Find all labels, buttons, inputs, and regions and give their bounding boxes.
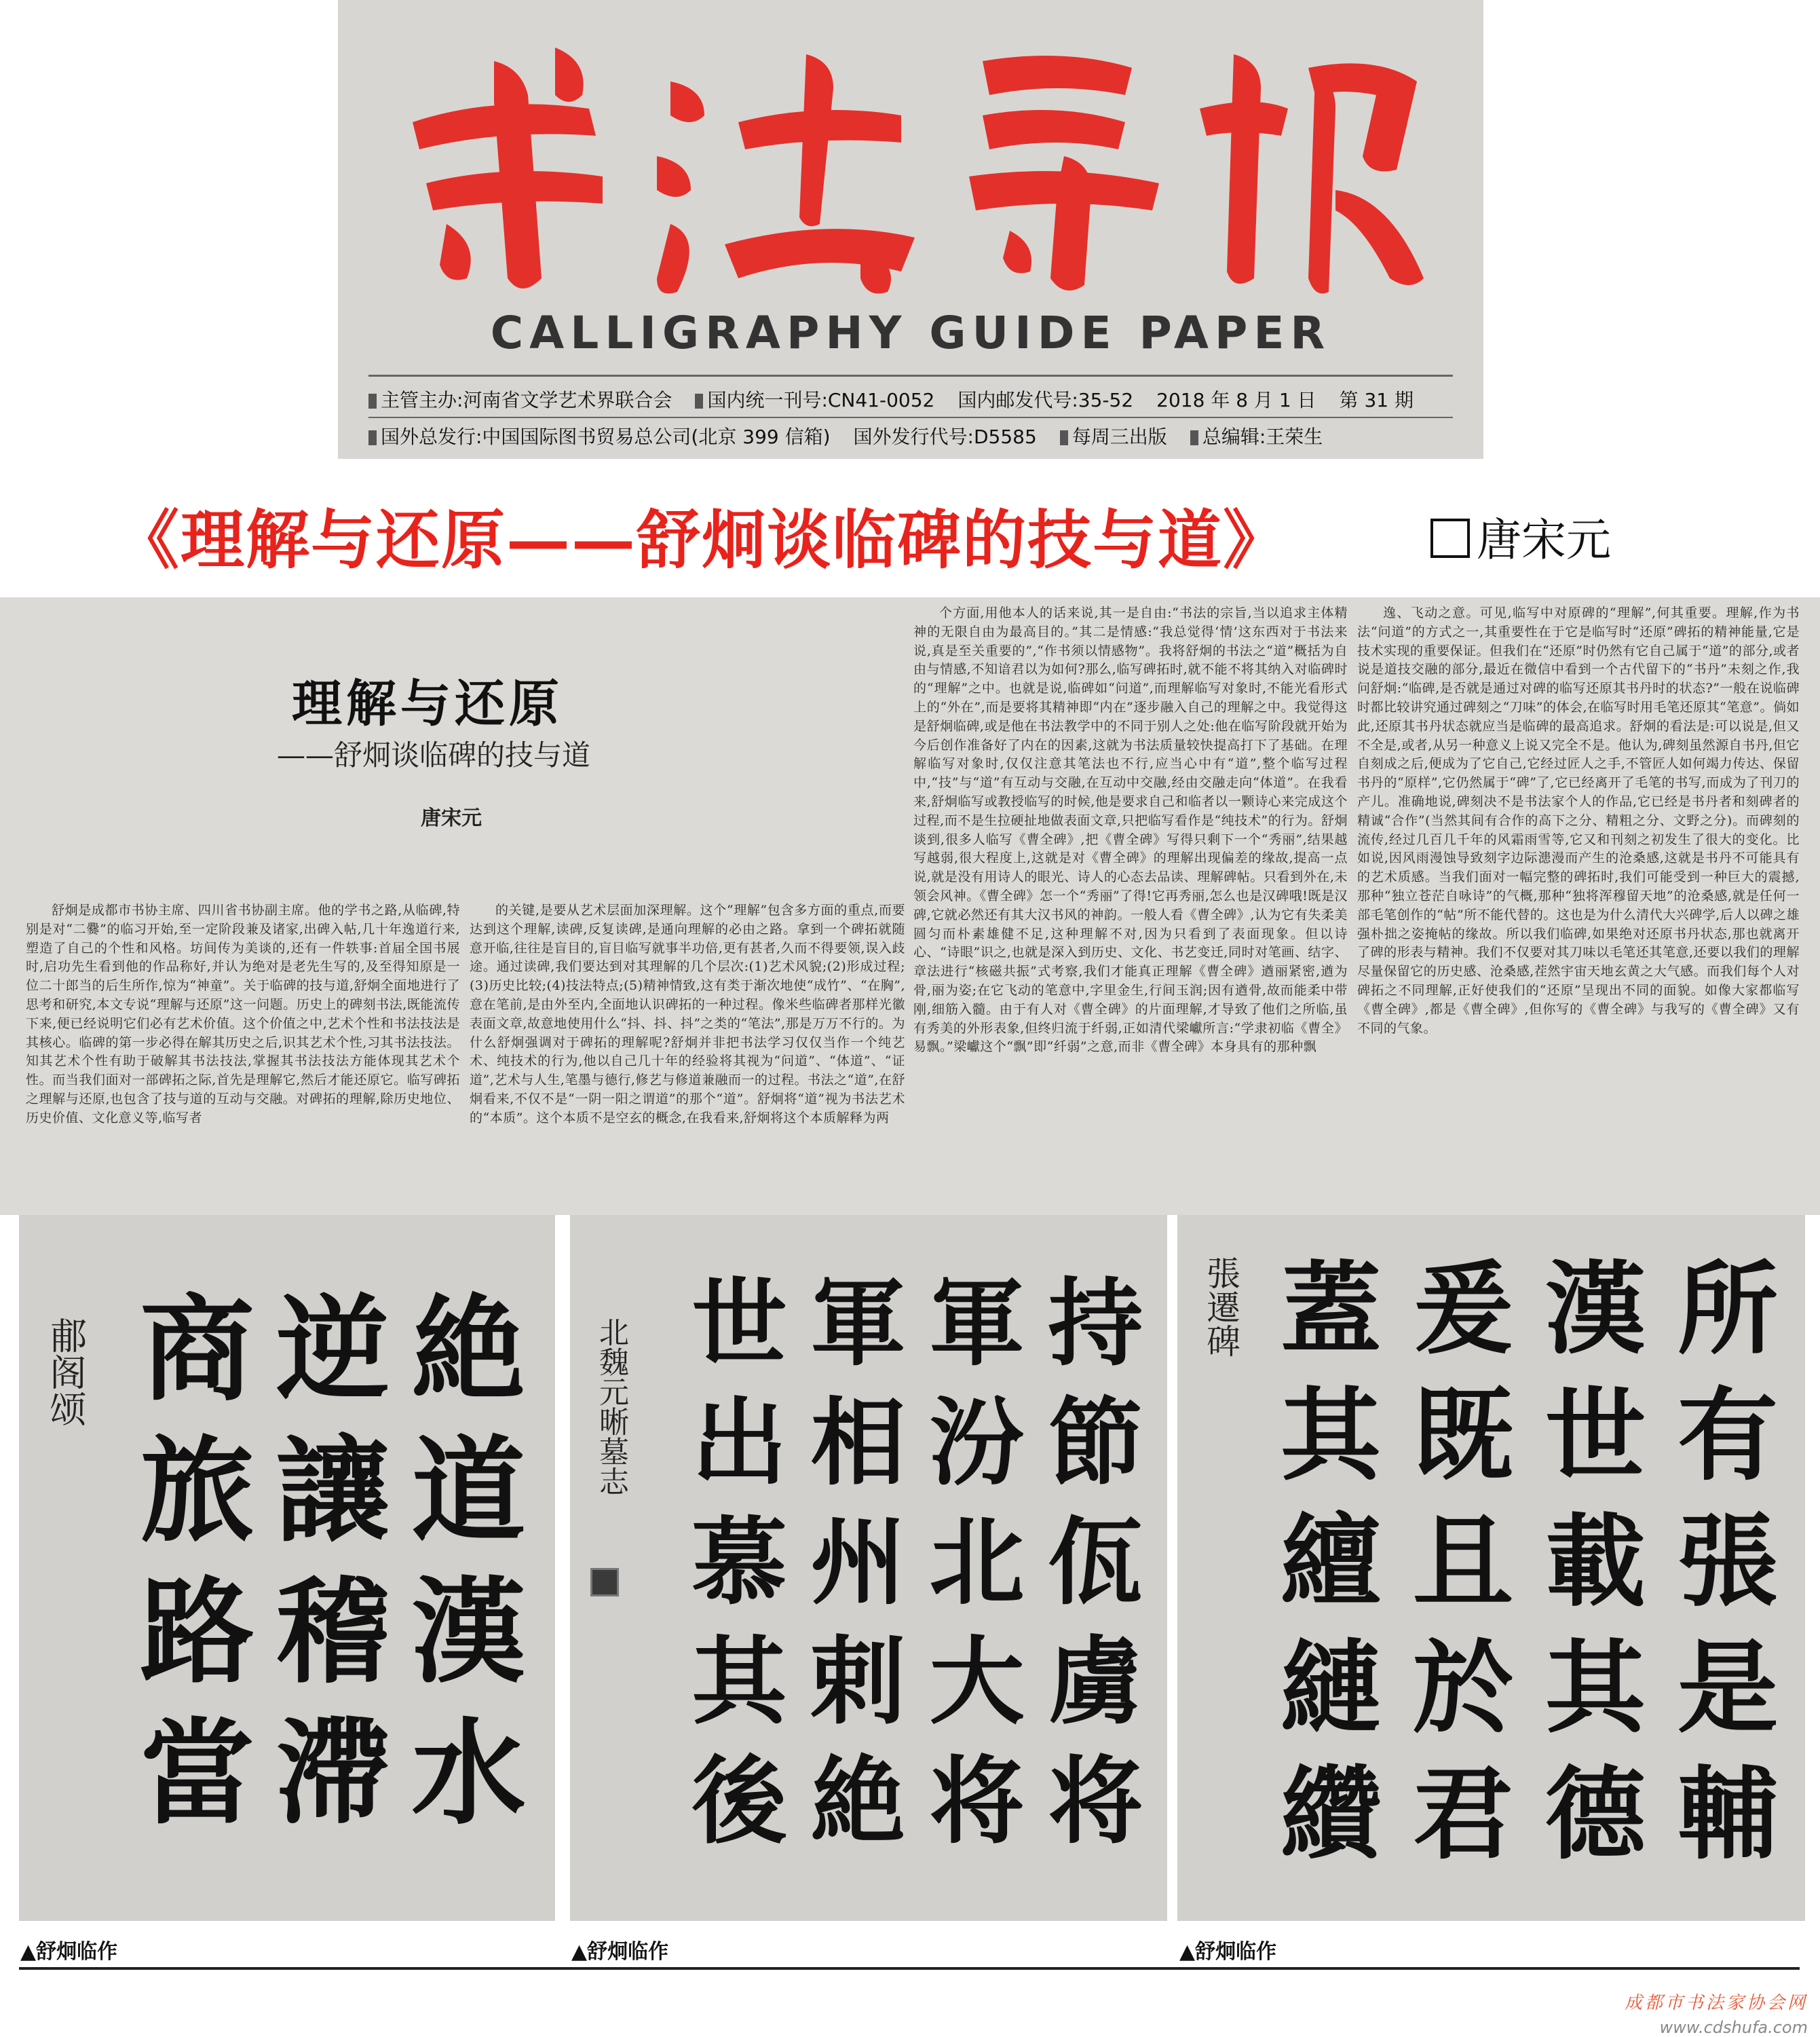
calligraphy-panel-2-characters bbox=[658, 1235, 1147, 1907]
calligraphy-column: 所有張是輔 bbox=[1661, 1256, 1779, 1887]
calligraphy-panel-1 bbox=[19, 1215, 555, 1921]
calligraphy-panel-3 bbox=[1177, 1215, 1805, 1921]
masthead-info-foreign-distributor: 国外总发行:中国国际图书贸易总公司(北京 399 信箱) bbox=[368, 422, 831, 449]
masthead-info-issue: 第 31 期 bbox=[1339, 389, 1414, 411]
calligraphy-column: 持節佤虜将 bbox=[1032, 1273, 1143, 1870]
masthead bbox=[338, 0, 1483, 459]
article-column-3-text: 个方面,用他本人的话来说,其一是自由:“书法的宗旨,当以追求主体精神的无限自由为最高目的。”其二是情感:“我总觉得‘情’这东西对于书法来说,真是至关重要的”,“作书须以情感物”。我将舒炯的书法之“道”概括为自由与情感,不知谙君以为如何?那么,临写碑拓时,就不能不将其纳入对临碑时的“理解”之中。也就是说,临碑如“问道”,而理解临写对象时,不能光看形式上的“外在”,而是要将其精神即“内在”逐步融入自己的理解之中。我觉得这是舒炯临碑,或是他在书法教学中的不同于别人之处:他在临写阶段就开始为今后创作准备好了内在的因素,这就为书法质量较快提高打下了基础。在理解临写对象时,仅仅注意其笔法也不行,应当心中有“道”,整个临写过程中,“技”与“道”有互动与交融,在互动中交融,经由交融走向“体道”。在我看来,舒炯临写或教授临写的时候,他是要求自己和临者以一颗诗心来完成这个过程,而不是生拉硬扯地做表面文章,只把临写看作是“纯技术”的行为。舒炯谈到,很多人临写《曹全碑》,把《曹全碑》写得只剩下一个“秀丽”,结果越写越弱,很大程度上,这就是对《曹全碑》的理解出现偏差的缘故,提高一点说,就是没有用诗人的眼光、诗人的心态去品读、理解碑帖。只看到外在,未领会风神。《曹全碑》怎一个“秀丽”了得!它再秀丽,怎么也是汉碑哦!既是汉碑,它就必然还有其大汉书风的神韵。一般人看《曹全碑》,认为它有失柔美圆匀而朴素雄健不足,这种理解不对,因为只看到了表面现象。但以诗心、“诗眼”识之,也就是深入到历史、文化、书艺变迁,同时对笔画、结字、章法进行“核磁共振”式考察,我们才能真正理解《曹全碑》遒丽紧密,遒为骨,丽为姿;在它飞动的笔意中,字里金生,行间玉润;因有遒骨,故而能柔中带刚,细筋入髓。由于有人对《曹全碑》的片面理解,才导致了他们之所临,虽有秀美的外形表象,但终归流于纤弱,正如清代梁巘所言:“学隶初临《曹全》易飘。”梁巘这个“飘”即“纤弱”之意,而非《曹全碑》本身具有的那种飘 bbox=[913, 605, 1348, 1055]
article-subtitle: ——舒炯谈临碑的技与道 bbox=[277, 739, 591, 772]
brush-logo-icon bbox=[385, 20, 1436, 305]
watermark bbox=[1625, 1989, 1808, 2037]
calligraphy-signature: 郙阁颂 bbox=[44, 1317, 87, 1427]
masthead-info-sponsor: 主管主办:河南省文学艺术界联合会 bbox=[368, 386, 672, 413]
article-column-1 bbox=[26, 901, 460, 1204]
calligraphy-panel-1-characters bbox=[94, 1235, 528, 1907]
masthead-info-schedule: 每周三出版 bbox=[1060, 422, 1167, 449]
calligraphy-signature: 北魏元晰墓志 bbox=[594, 1317, 628, 1496]
calligraphy-column: 逆讓稽滯 bbox=[257, 1289, 392, 1854]
article-column-3 bbox=[913, 604, 1348, 1204]
calligraphy-column: 漢世載其德 bbox=[1529, 1256, 1647, 1887]
article-author: 唐宋元 bbox=[421, 806, 482, 830]
masthead-info-row-1 bbox=[368, 386, 1453, 413]
masthead-divider bbox=[368, 375, 1453, 377]
panel-caption-2: ▲舒炯临作 bbox=[571, 1940, 669, 1964]
masthead-info-post-code: 国内邮发代号:35-52 bbox=[958, 389, 1134, 411]
byline-author: 唐宋元 bbox=[1477, 514, 1611, 566]
calligraphy-column: 軍相州剌絶 bbox=[795, 1273, 906, 1870]
watermark-name: 成都市书法家协会网 bbox=[1624, 1993, 1808, 2013]
panel-caption-3: ▲舒炯临作 bbox=[1179, 1940, 1277, 1964]
calligraphy-column: 商旅路當 bbox=[121, 1289, 256, 1854]
article-column-4 bbox=[1357, 604, 1800, 1204]
masthead-info-editor: 总编辑:王荣生 bbox=[1190, 422, 1323, 449]
masthead-logo bbox=[385, 20, 1436, 305]
article-title: 理解与还原 bbox=[292, 675, 563, 733]
watermark-url: www.cdshufa.com bbox=[1659, 2018, 1808, 2037]
masthead-info-row-2 bbox=[368, 422, 1453, 449]
calligraphy-column: 軍汾北大将 bbox=[913, 1273, 1025, 1870]
masthead-info-date: 2018 年 8 月 1 日 bbox=[1156, 389, 1316, 411]
article-column-2-text: 的关键,是要从艺术层面加深理解。这个“理解”包含多方面的重点,而要达到这个理解,读碑,反复读碑,是通向理解的必由之路。拿到一个碑拓就随意开临,往往是盲目的,盲目临写就事半功倍,更有甚者,久而不得要领,误入歧途。通过读碑,我们要达到对其理解的几个层次:(1)艺术风貌;(2)形成过程;(3)历史比较;(4)技法特点;(5)精神情致,这有类于渐次地使“成竹”、“在胸”,意在笔前,是由外至内,全面地认识碑拓的一种过程。像米些临碑者那样光徽表面文章,故意地使用什么“抖、抖、抖”之类的“笔法”,那是万万不行的。为什么舒炯强调对于碑拓的理解呢?舒炯并非把书法学习仅仅当作一个纯艺术、纯技术的行为,他以自己几十年的经验将其视为“问道”、“体道”、“证道”,艺术与人生,笔墨与德行,修艺与修道兼融而一的过程。书法之“道”,在舒炯看来,不仅不是“一阴一阳之谓道”的那个“道”。舒炯将“道”视为书法艺术的“本质”。这个本质不是空玄的概念,在我看来,舒炯将这个本质解释为两 bbox=[470, 903, 905, 1125]
calligraphy-signature: 張遷碑 bbox=[1201, 1256, 1240, 1358]
calligraphy-panels bbox=[0, 1215, 1820, 2036]
article-column-1-text: 舒炯是成都市书协主席、四川省书协副主席。他的学书之路,从临碑,特别是对“二爨”的临习开始,至一定阶段兼及诸家,出碑入帖,几十年逸道行来,塑造了自己的个性和风格。坊间传为美谈的,还有一件轶事:首届全国书展时,启功先生看到他的作品称好,并认为绝对是老先生写的,及至得知原是一位二十郎当的后生所作,惊为“神童”。关于临碑的技与道,舒炯全面地进行了思考和研究,本文专说“理解与还原”这一问题。历史上的碑刻书法,既能流传下来,便已经说明它们必有艺术价值。这个价值之中,艺术个性和书法技法是其核心。临碑的第一步必得在解其历史之后,识其艺术个性,习其书法技法。知其艺术个性有助于破解其书法技法,掌握其书法技法方能体现其艺术个性。而当我们面对一部碑拓之际,首先是理解它,然后才能还原它。临写碑拓之理解与还原,也包含了技与道的互动与交融。对碑拓的理解,除历史地位、历史价值、文化意义等,临写者 bbox=[26, 903, 460, 1125]
calligraphy-panel-2 bbox=[570, 1215, 1167, 1921]
article-clipping bbox=[0, 597, 1820, 1215]
article-column-4-text: 逸、飞动之意。可见,临写中对原碑的“理解”,何其重要。理解,作为书法“问道”的方式之一,其重要性在于它是临写时“还原”碑拓的精神能量,它是技术实现的重要保证。但我们在“还原”时仍然有它自己属于“道”的部分,或者说是道技交融的部分,最近在微信中看到一个古代留下的“书丹”未刻之作,我问舒炯:“临碑,是否就是通过对碑的临写还原其书丹时的状态?”一般在说临碑时都比较讲究通过碑刻之“刀味”的体会,在临写时用毛笔还原其“笔意”。倘如此,还原其书丹状态就应当是临碑的最高追求。舒炯的看法是:可以说是,但又不全是,或者,从另一种意义上说又完全不是。他认为,碑刻虽然源自书丹,但它自刻成之后,便成为了它自己,它经过匠人之手,不管匠人如何竭力传达、保留书丹的“原样”,它仍然属于“碑”了,它已经离开了毛笔的书写,而成为了刊刀的产儿。准确地说,碑刻决不是书法家个人的作品,它已经是书丹者和刻碑者的精诚“合作”(当然其间有合作的高下之分、精粗之分、文野之分)。而碑刻的流传,经过几百几千年的风霜雨雪等,它又和刊刻之初发生了很大的变化。比如说,因风雨漫蚀导致刻字边际漶漫而产生的沧桑感,这就是书丹不可能具有的艺术质感。当我们面对一幅完整的碑拓时,我们可能受到一种巨大的震撼,那种“独立苍茫自咏诗”的气概,那种“独将浑穆留天地”的沧桑感,就是任何一部毛笔创作的“帖”所不能代替的。这也是为什么清代大兴碑学,后人以碑之雄强朴拙之姿掩帖的缘故。所以我们临碑,如果绝对还原书丹状态,那也就离开了碑的形表与精神。我们不仅要对其刀味以毛笔还其笔意,还要以我们的理解尽量保留它的历史感、沧桑感,茬然宇宙天地玄黄之大气感。而我们每个人对碑拓之不同理解,正好使我们的“还原”呈现出不同的面貌。如像大家都临写《曹全碑》,都是《曹全碑》,但你写的《曹全碑》与我写的《曹全碑》又有不同的气象。 bbox=[1357, 605, 1800, 1036]
calligraphy-column: 蓋其繵縺纘 bbox=[1264, 1256, 1382, 1887]
calligraphy-column: 絶道漢水 bbox=[393, 1289, 527, 1854]
masthead-english-title: CALLIGRAPHY GUIDE PAPER bbox=[490, 307, 1331, 359]
headline-byline bbox=[1430, 504, 1611, 568]
masthead-divider bbox=[368, 417, 1453, 418]
headline-title: 《理解与还原——舒炯谈临碑的技与道》 bbox=[115, 503, 1289, 578]
masthead-info-cn-number: 国内统一刊号:CN41-0052 bbox=[695, 386, 934, 413]
calligraphy-panel-3-characters bbox=[1257, 1235, 1786, 1907]
masthead-info-foreign-code: 国外发行代号:D5585 bbox=[853, 426, 1037, 448]
seal-stamp-icon bbox=[590, 1568, 619, 1596]
bottom-rule bbox=[19, 1967, 1800, 1970]
article-column-2 bbox=[470, 901, 905, 1204]
calligraphy-column: 世出慕其後 bbox=[676, 1273, 787, 1870]
calligraphy-column: 爰既且於君 bbox=[1397, 1256, 1515, 1887]
square-box-icon bbox=[1430, 519, 1470, 558]
panel-caption-1: ▲舒炯临作 bbox=[20, 1940, 118, 1964]
